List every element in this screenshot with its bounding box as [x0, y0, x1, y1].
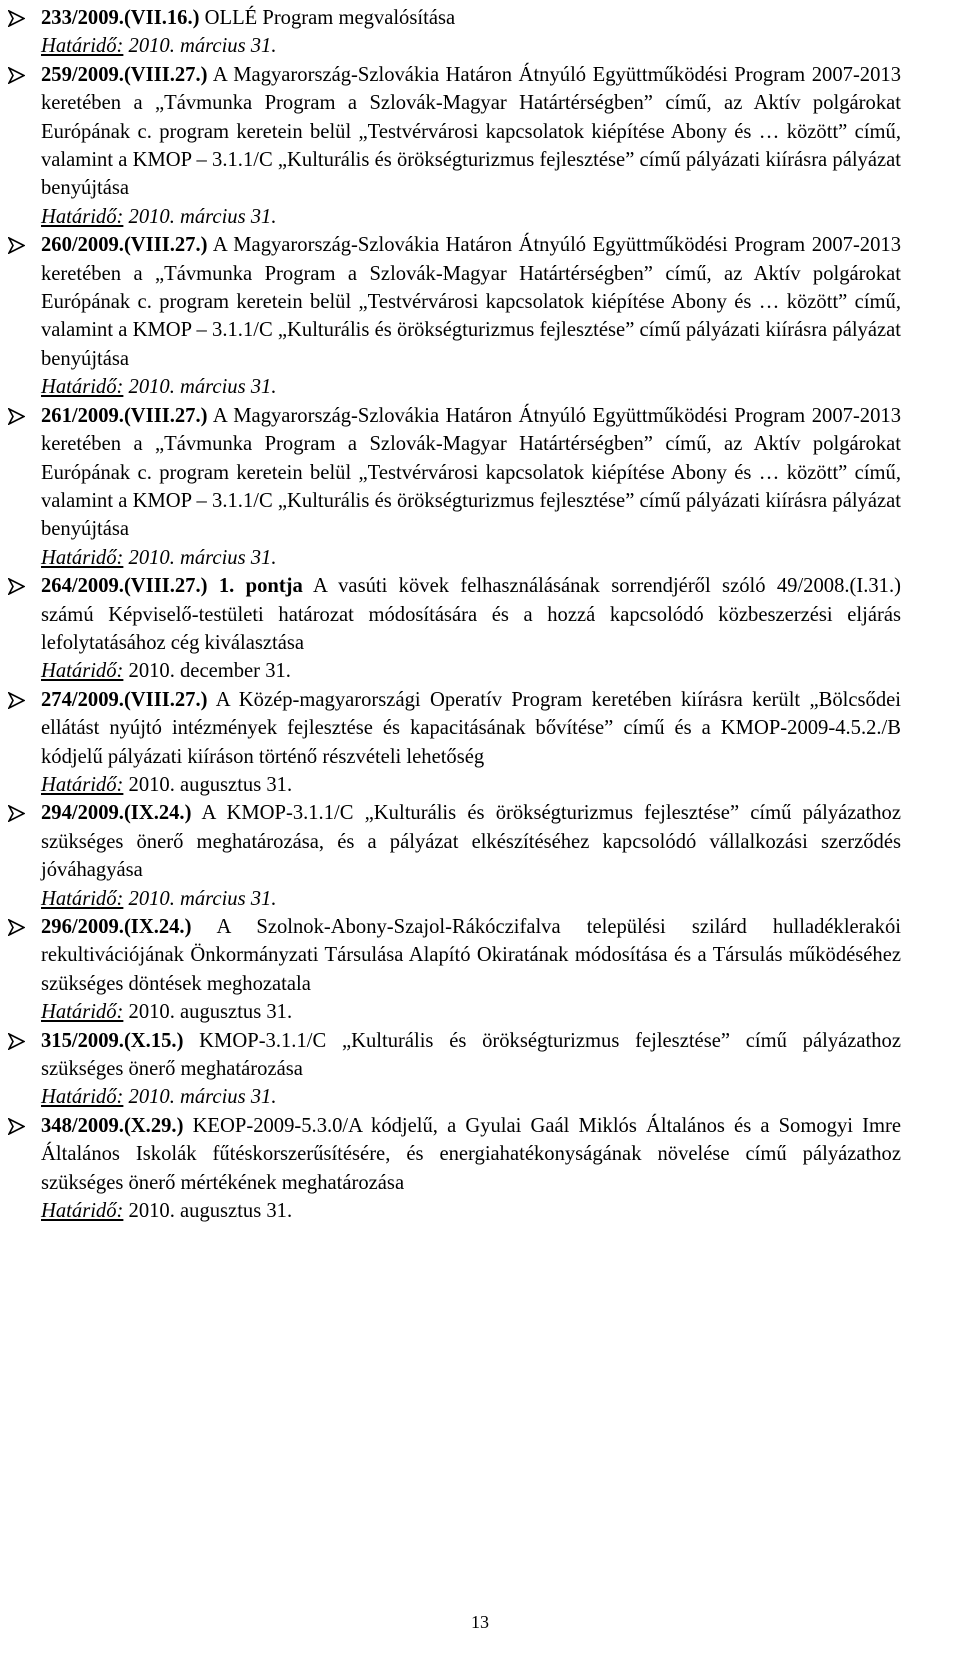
deadline-label: Határidő: — [41, 205, 124, 228]
item-body — [41, 913, 901, 998]
arrowhead-bullet-icon — [8, 1118, 25, 1135]
item-body — [41, 799, 901, 884]
resolution-text: A Magyarország-Szlovákia Határon Átnyúló Együttműködési Program 2007-2013 keretében a „Távmunka Program a Szlovák-Magyar Határtérségben” című, az Aktív polgárokat Európának c. program keretein belül „Testvérvárosi kapcsolatok kiépítése Abony és … között” című, valamint a KMOP – 3.1.1/C „Kulturális és örökségturizmus fejlesztése” című pályázati kiírásra pályázat benyújtása — [41, 63, 901, 200]
resolution-number: 261/2009.(VIII.27.) — [41, 404, 208, 427]
resolution-text: A KMOP-3.1.1/C „Kulturális és örökségturizmus fejlesztése” című pályázathoz szükséges önerő meghatározása, és a pályázat elkészítéséhez kapcsolódó vállalkozási szerződés jóváhagyása — [41, 802, 901, 882]
item-body — [41, 61, 901, 203]
deadline-value: 2010. augusztus 31. — [123, 773, 293, 796]
deadline-label: Határidő: — [41, 1001, 124, 1024]
deadline-value: 2010. augusztus 31. — [123, 1200, 293, 1223]
resolution-number: 274/2009.(VIII.27.) — [41, 688, 208, 711]
resolution-text: KEOP-2009-5.3.0/A kódjelű, a Gyulai Gaál Miklós Általános és a Somogyi Imre Általános Iskolák fűtéskorszerűsítésére, és energiahatékonyságának növelése című pályázathoz szükséges önerő mértékének meghatározása — [41, 1114, 901, 1194]
deadline — [41, 998, 901, 1026]
resolution-text: A Magyarország-Szlovákia Határon Átnyúló Együttműködési Program 2007-2013 keretében a „Távmunka Program a Szlovák-Magyar Határtérségben” című, az Aktív polgárokat Európának c. program keretein belül „Testvérvárosi kapcsolatok kiépítése Abony és … között” című, valamint a KMOP – 3.1.1/C „Kulturális és örökségturizmus fejlesztése” című pályázati kiírásra pályázat benyújtása — [41, 404, 901, 541]
deadline-value: 2010. március 31. — [123, 35, 277, 58]
resolution-text: OLLÉ Program megvalósítása — [199, 7, 456, 29]
deadline-label: Határidő: — [41, 1200, 124, 1223]
deadline — [41, 1083, 901, 1111]
resolution-number: 259/2009.(VIII.27.) — [41, 63, 208, 86]
resolution-text: A vasúti kövek felhasználásának sorrendjéről szóló 49/2008.(I.31.) számú Képviselő-testületi határozat módosítására és a hozzá kapcsolódó közbeszerzési eljárás lefolytatásához cég kiválasztása — [41, 575, 901, 654]
deadline-label: Határidő: — [41, 35, 124, 58]
list-item — [8, 572, 901, 686]
resolution-number: 348/2009.(X.29.) — [41, 1114, 184, 1137]
arrowhead-bullet-icon — [8, 67, 25, 84]
resolution-number: 296/2009.(IX.24.) — [41, 916, 192, 938]
deadline — [41, 771, 901, 799]
list-item — [8, 686, 901, 800]
deadline-label: Határidő: — [41, 773, 124, 796]
list-item — [8, 61, 901, 231]
resolution-text: KMOP-3.1.1/C „Kulturális és örökségturizmus fejlesztése” című pályázathoz szükséges önerő meghatározása — [41, 1029, 901, 1081]
item-body — [41, 1027, 901, 1084]
deadline-value: 2010. március 31. — [123, 205, 277, 228]
arrowhead-bullet-icon — [8, 1033, 25, 1050]
item-body — [41, 402, 901, 544]
deadline — [41, 32, 901, 60]
item-body — [41, 572, 901, 657]
deadline — [41, 657, 901, 685]
arrowhead-bullet-icon — [8, 10, 25, 27]
item-body — [41, 4, 901, 32]
deadline-value: 2010. március 31. — [123, 376, 277, 399]
resolution-number: 264/2009.(VIII.27.) — [41, 575, 208, 598]
arrowhead-bullet-icon — [8, 692, 25, 709]
deadline-label: Határidő: — [41, 660, 124, 683]
deadline-label: Határidő: — [41, 887, 124, 910]
deadline — [41, 544, 901, 572]
arrowhead-bullet-icon — [8, 578, 25, 595]
list-item — [8, 1112, 901, 1226]
deadline-label: Határidő: — [41, 1086, 124, 1109]
resolution-text: A Közép-magyarországi Operatív Program keretében kiírásra került „Bölcsődei ellátást nyújtó intézmények fejlesztése és kapacitásának bővítése” című és a KMOP-2009-4.5.2./B kódjelű pályázati kiíráson történő részvételi lehetőség — [41, 688, 901, 768]
resolution-number: 294/2009.(IX.24.) — [41, 802, 192, 825]
list-item — [8, 913, 901, 1027]
resolution-number: 315/2009.(X.15.) — [41, 1029, 184, 1052]
resolution-point: 1. pontja — [207, 575, 303, 598]
deadline-value: 2010. március 31. — [123, 1086, 277, 1109]
list-item — [8, 1027, 901, 1112]
deadline-value: 2010. december 31. — [123, 660, 291, 683]
deadline — [41, 1197, 901, 1225]
list-item — [8, 231, 901, 401]
page-number: 13 — [471, 1612, 489, 1632]
arrowhead-bullet-icon — [8, 919, 25, 936]
deadline — [41, 203, 901, 231]
deadline-value: 2010. március 31. — [123, 887, 277, 910]
resolution-number: 260/2009.(VIII.27.) — [41, 234, 208, 257]
item-body — [41, 231, 901, 373]
item-body — [41, 1112, 901, 1197]
resolution-list — [8, 4, 901, 1225]
list-item — [8, 4, 901, 61]
list-item — [8, 799, 901, 913]
resolution-text: A Magyarország-Szlovákia Határon Átnyúló Együttműködési Program 2007-2013 keretében a „Távmunka Program a Szlovák-Magyar Határtérségben” című, az Aktív polgárokat Európának c. program keretein belül „Testvérvárosi kapcsolatok kiépítése Abony és … között” című, valamint a KMOP – 3.1.1/C „Kulturális és örökségturizmus fejlesztése” című pályázati kiírásra pályázat benyújtása — [41, 234, 901, 370]
resolution-text: A Szolnok-Abony-Szajol-Rákóczifalva települési szilárd hulladéklerakói rekultivációjának Önkormányzati Társulása Alapító Okiratának módosítása és a Társulás működéséhez szükséges döntések meghozatala — [41, 916, 901, 995]
deadline — [41, 885, 901, 913]
arrowhead-bullet-icon — [8, 805, 25, 822]
arrowhead-bullet-icon — [8, 408, 25, 425]
deadline-label: Határidő: — [41, 376, 124, 399]
resolution-number: 233/2009.(VII.16.) — [41, 7, 200, 29]
arrowhead-bullet-icon — [8, 237, 25, 254]
deadline-value: 2010. március 31. — [123, 546, 277, 569]
deadline-label: Határidő: — [41, 546, 124, 569]
item-body — [41, 686, 901, 771]
deadline-value: 2010. augusztus 31. — [123, 1001, 293, 1024]
deadline — [41, 373, 901, 401]
list-item — [8, 402, 901, 572]
